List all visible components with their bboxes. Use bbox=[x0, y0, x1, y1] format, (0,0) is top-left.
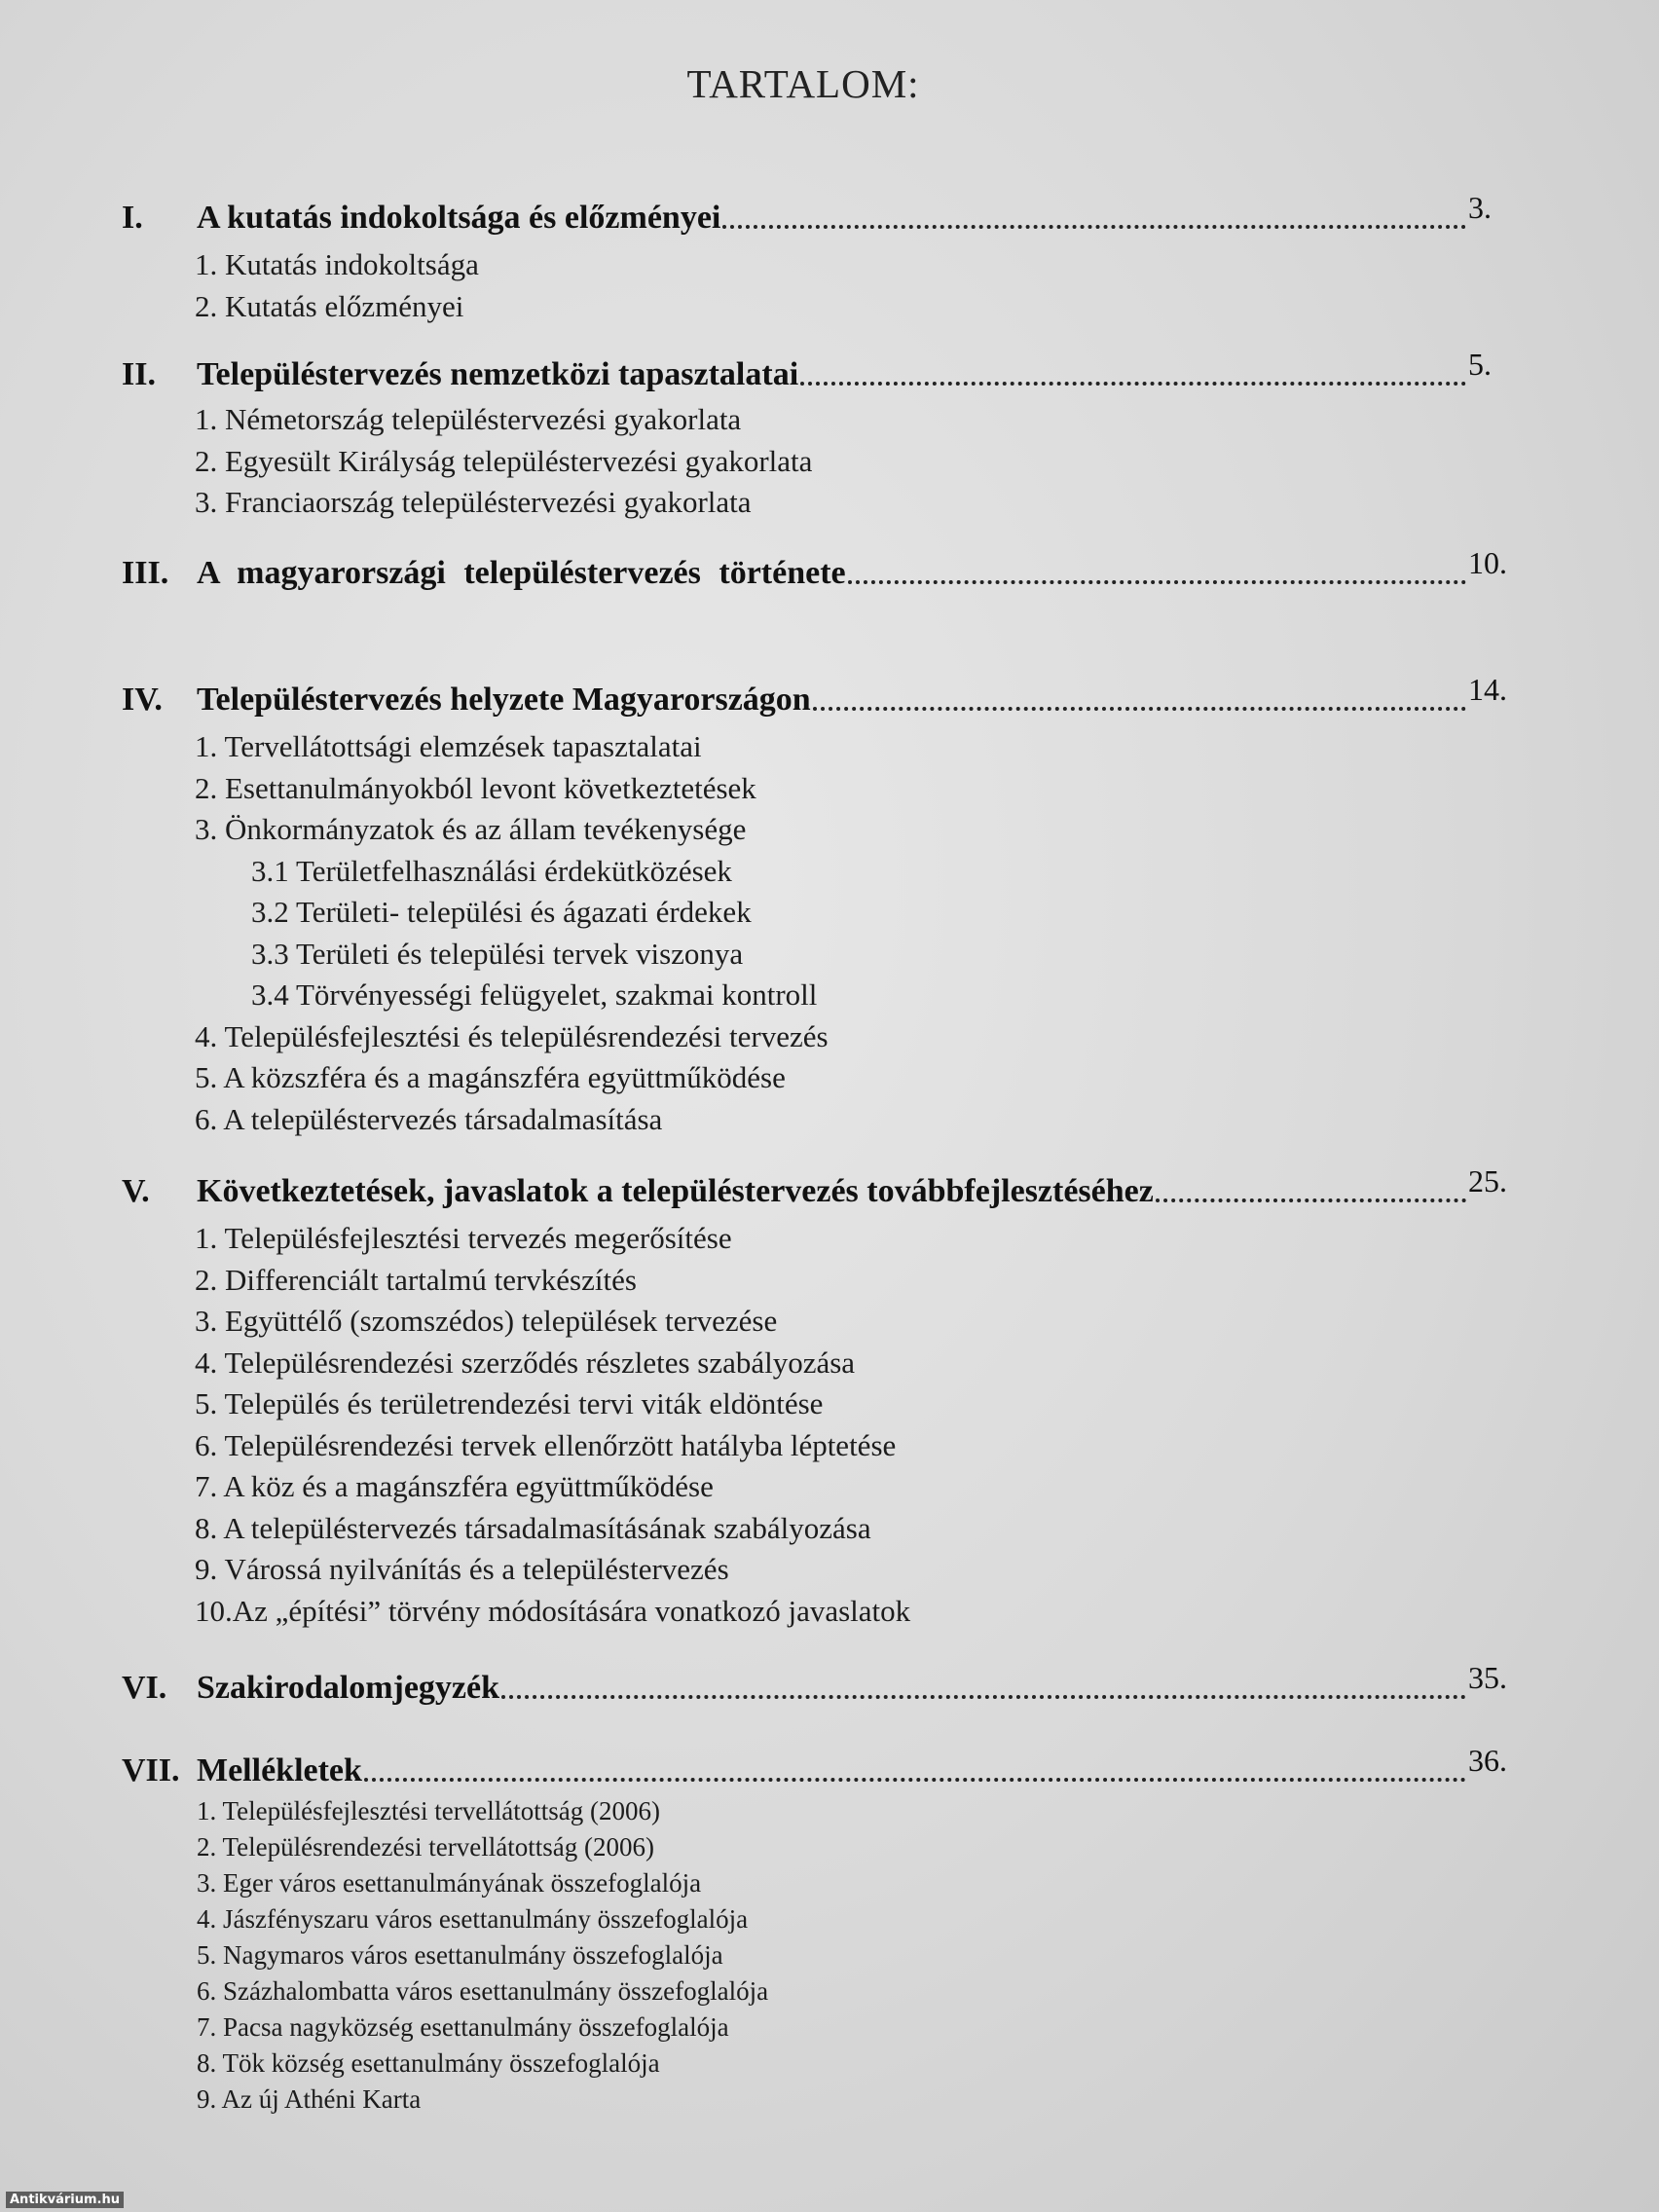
toc-item: 1. Kutatás indokoltsága bbox=[195, 247, 479, 281]
toc-item: 3. Önkormányzatok és az állam tevékenysége bbox=[195, 812, 747, 846]
leader-dots bbox=[501, 1691, 1466, 1699]
toc-item: 1. Németország településtervezési gyakorlata bbox=[195, 402, 742, 436]
toc-subitem: 3.3 Területi és települési tervek viszonya bbox=[251, 936, 744, 971]
section-heading: A magyarországi településtervezés története bbox=[197, 555, 846, 591]
toc-section-5 bbox=[0, 1163, 1659, 1632]
section-heading: Településtervezés helyzete Magyarországon bbox=[197, 682, 811, 718]
toc-item: 2. Differenciált tartalmú tervkészítés bbox=[195, 1262, 637, 1297]
toc-item: 6. Százhalombatta város esettanulmány összefoglalója bbox=[197, 1976, 769, 2006]
watermark: Antikvárium.hu bbox=[6, 2192, 124, 2208]
section-numeral: III. bbox=[122, 555, 169, 591]
toc-heading-row bbox=[0, 1163, 1659, 1222]
toc-item: 7. A köz és a magánszféra együttműködése bbox=[195, 1469, 714, 1503]
toc-item: 1. Településfejlesztési tervezés megerősítése bbox=[195, 1221, 732, 1255]
section-page-number: 36. bbox=[1468, 1743, 1507, 1778]
leader-dots bbox=[1156, 1195, 1466, 1202]
section-numeral: I. bbox=[122, 200, 143, 236]
toc-section-2 bbox=[0, 347, 1659, 524]
toc-heading-row bbox=[0, 190, 1659, 248]
toc-item: 1. Tervellátottsági elemzések tapasztalatai bbox=[195, 729, 702, 763]
toc-heading-row bbox=[0, 347, 1659, 405]
section-heading: Következtetések, javaslatok a településtervezés továbbfejlesztéséhez bbox=[197, 1173, 1154, 1209]
section-page-number: 3. bbox=[1468, 190, 1492, 225]
toc-item: 5. A közszféra és a magánszféra együttműködése bbox=[195, 1060, 786, 1094]
toc-item: 5. Nagymaros város esettanulmány összefoglalója bbox=[197, 1940, 723, 1970]
toc-section-4 bbox=[0, 672, 1659, 1140]
toc-item: 6. Településrendezési tervek ellenőrzött hatályba léptetése bbox=[195, 1427, 897, 1462]
toc-section-3 bbox=[0, 545, 1659, 604]
toc-item: 2. Egyesült Királyság településtervezési gyakorlata bbox=[195, 443, 813, 478]
section-numeral: VI. bbox=[122, 1670, 167, 1706]
section-page-number: 5. bbox=[1468, 347, 1492, 382]
section-numeral: IV. bbox=[122, 682, 163, 718]
section-heading: Mellékletek bbox=[197, 1752, 362, 1788]
toc-section-6 bbox=[0, 1660, 1659, 1718]
toc-section-7 bbox=[0, 1743, 1659, 2118]
toc-item: 8. Tök község esettanulmány összefoglalója bbox=[197, 2048, 660, 2078]
section-numeral: V. bbox=[122, 1173, 150, 1209]
toc-heading-row bbox=[0, 1743, 1659, 1801]
section-page-number: 25. bbox=[1468, 1163, 1507, 1198]
toc-item: 10.Az „építési” törvény módosítására vonatkozó javaslatok bbox=[195, 1593, 911, 1628]
leader-dots bbox=[813, 703, 1466, 711]
toc-item: 2. Kutatás előzményei bbox=[195, 288, 464, 323]
subitem-list bbox=[0, 1793, 1659, 2118]
toc-heading-row bbox=[0, 1660, 1659, 1718]
section-numeral: II. bbox=[122, 356, 156, 392]
section-page-number: 10. bbox=[1468, 545, 1507, 580]
toc-item: 5. Település és területrendezési tervi viták eldöntése bbox=[195, 1386, 824, 1420]
toc-item: 3. Franciaország településtervezési gyakorlata bbox=[195, 485, 752, 519]
subitem-list bbox=[0, 244, 1659, 327]
toc-item: 7. Pacsa nagyközség esettanulmány összefoglalója bbox=[197, 2012, 729, 2042]
section-heading: Szakirodalomjegyzék bbox=[197, 1670, 500, 1706]
section-page-number: 14. bbox=[1468, 672, 1507, 707]
section-numeral: VII. bbox=[122, 1752, 180, 1788]
section-heading: A kutatás indokoltsága és előzményei bbox=[197, 200, 721, 236]
section-heading: Településtervezés nemzetközi tapasztalatai bbox=[197, 356, 799, 392]
leader-dots bbox=[722, 221, 1466, 229]
toc-heading-row bbox=[0, 545, 1659, 604]
toc-subitem: 3.1 Területfelhasználási érdekütközések bbox=[251, 853, 732, 888]
toc-item: 3. Eger város esettanulmányának összefoglalója bbox=[197, 1868, 702, 1898]
toc-item: 8. A településtervezés társadalmasításának szabályozása bbox=[195, 1510, 871, 1545]
toc-subitem: 3.2 Területi- települési és ágazati érdekek bbox=[251, 895, 752, 929]
leader-dots bbox=[848, 576, 1466, 584]
toc-item: 3. Együttélő (szomszédos) települések tervezése bbox=[195, 1304, 778, 1338]
toc-heading-row bbox=[0, 672, 1659, 730]
toc-section-1 bbox=[0, 190, 1659, 327]
page-title: TARTALOM: bbox=[686, 61, 920, 106]
subitem-list bbox=[0, 1218, 1659, 1632]
toc-item: 2. Esettanulmányokból levont következtetések bbox=[195, 770, 756, 805]
section-page-number: 35. bbox=[1468, 1660, 1507, 1695]
subitem-list bbox=[0, 726, 1659, 1140]
toc-item: 4. Településrendezési szerződés részletes szabályozása bbox=[195, 1345, 856, 1380]
toc-item: 2. Településrendezési tervellátottság (2006) bbox=[197, 1832, 654, 1862]
toc-item: 4. Településfejlesztési és településrendezési tervezés bbox=[195, 1018, 829, 1053]
toc-item: 6. A településtervezés társadalmasítása bbox=[195, 1101, 663, 1136]
leader-dots bbox=[364, 1774, 1466, 1782]
toc-item: 1. Településfejlesztési tervellátottság (2006) bbox=[197, 1796, 660, 1825]
subitem-list bbox=[0, 399, 1659, 524]
toc-item: 9. Az új Athéni Karta bbox=[197, 2084, 422, 2114]
toc-item: 4. Jászfényszaru város esettanulmány összefoglalója bbox=[197, 1904, 749, 1934]
toc-subitem: 3.4 Törvényességi felügyelet, szakmai kontroll bbox=[251, 977, 818, 1012]
toc-item: 9. Várossá nyilvánítás és a településtervezés bbox=[195, 1552, 729, 1586]
leader-dots bbox=[800, 378, 1466, 386]
